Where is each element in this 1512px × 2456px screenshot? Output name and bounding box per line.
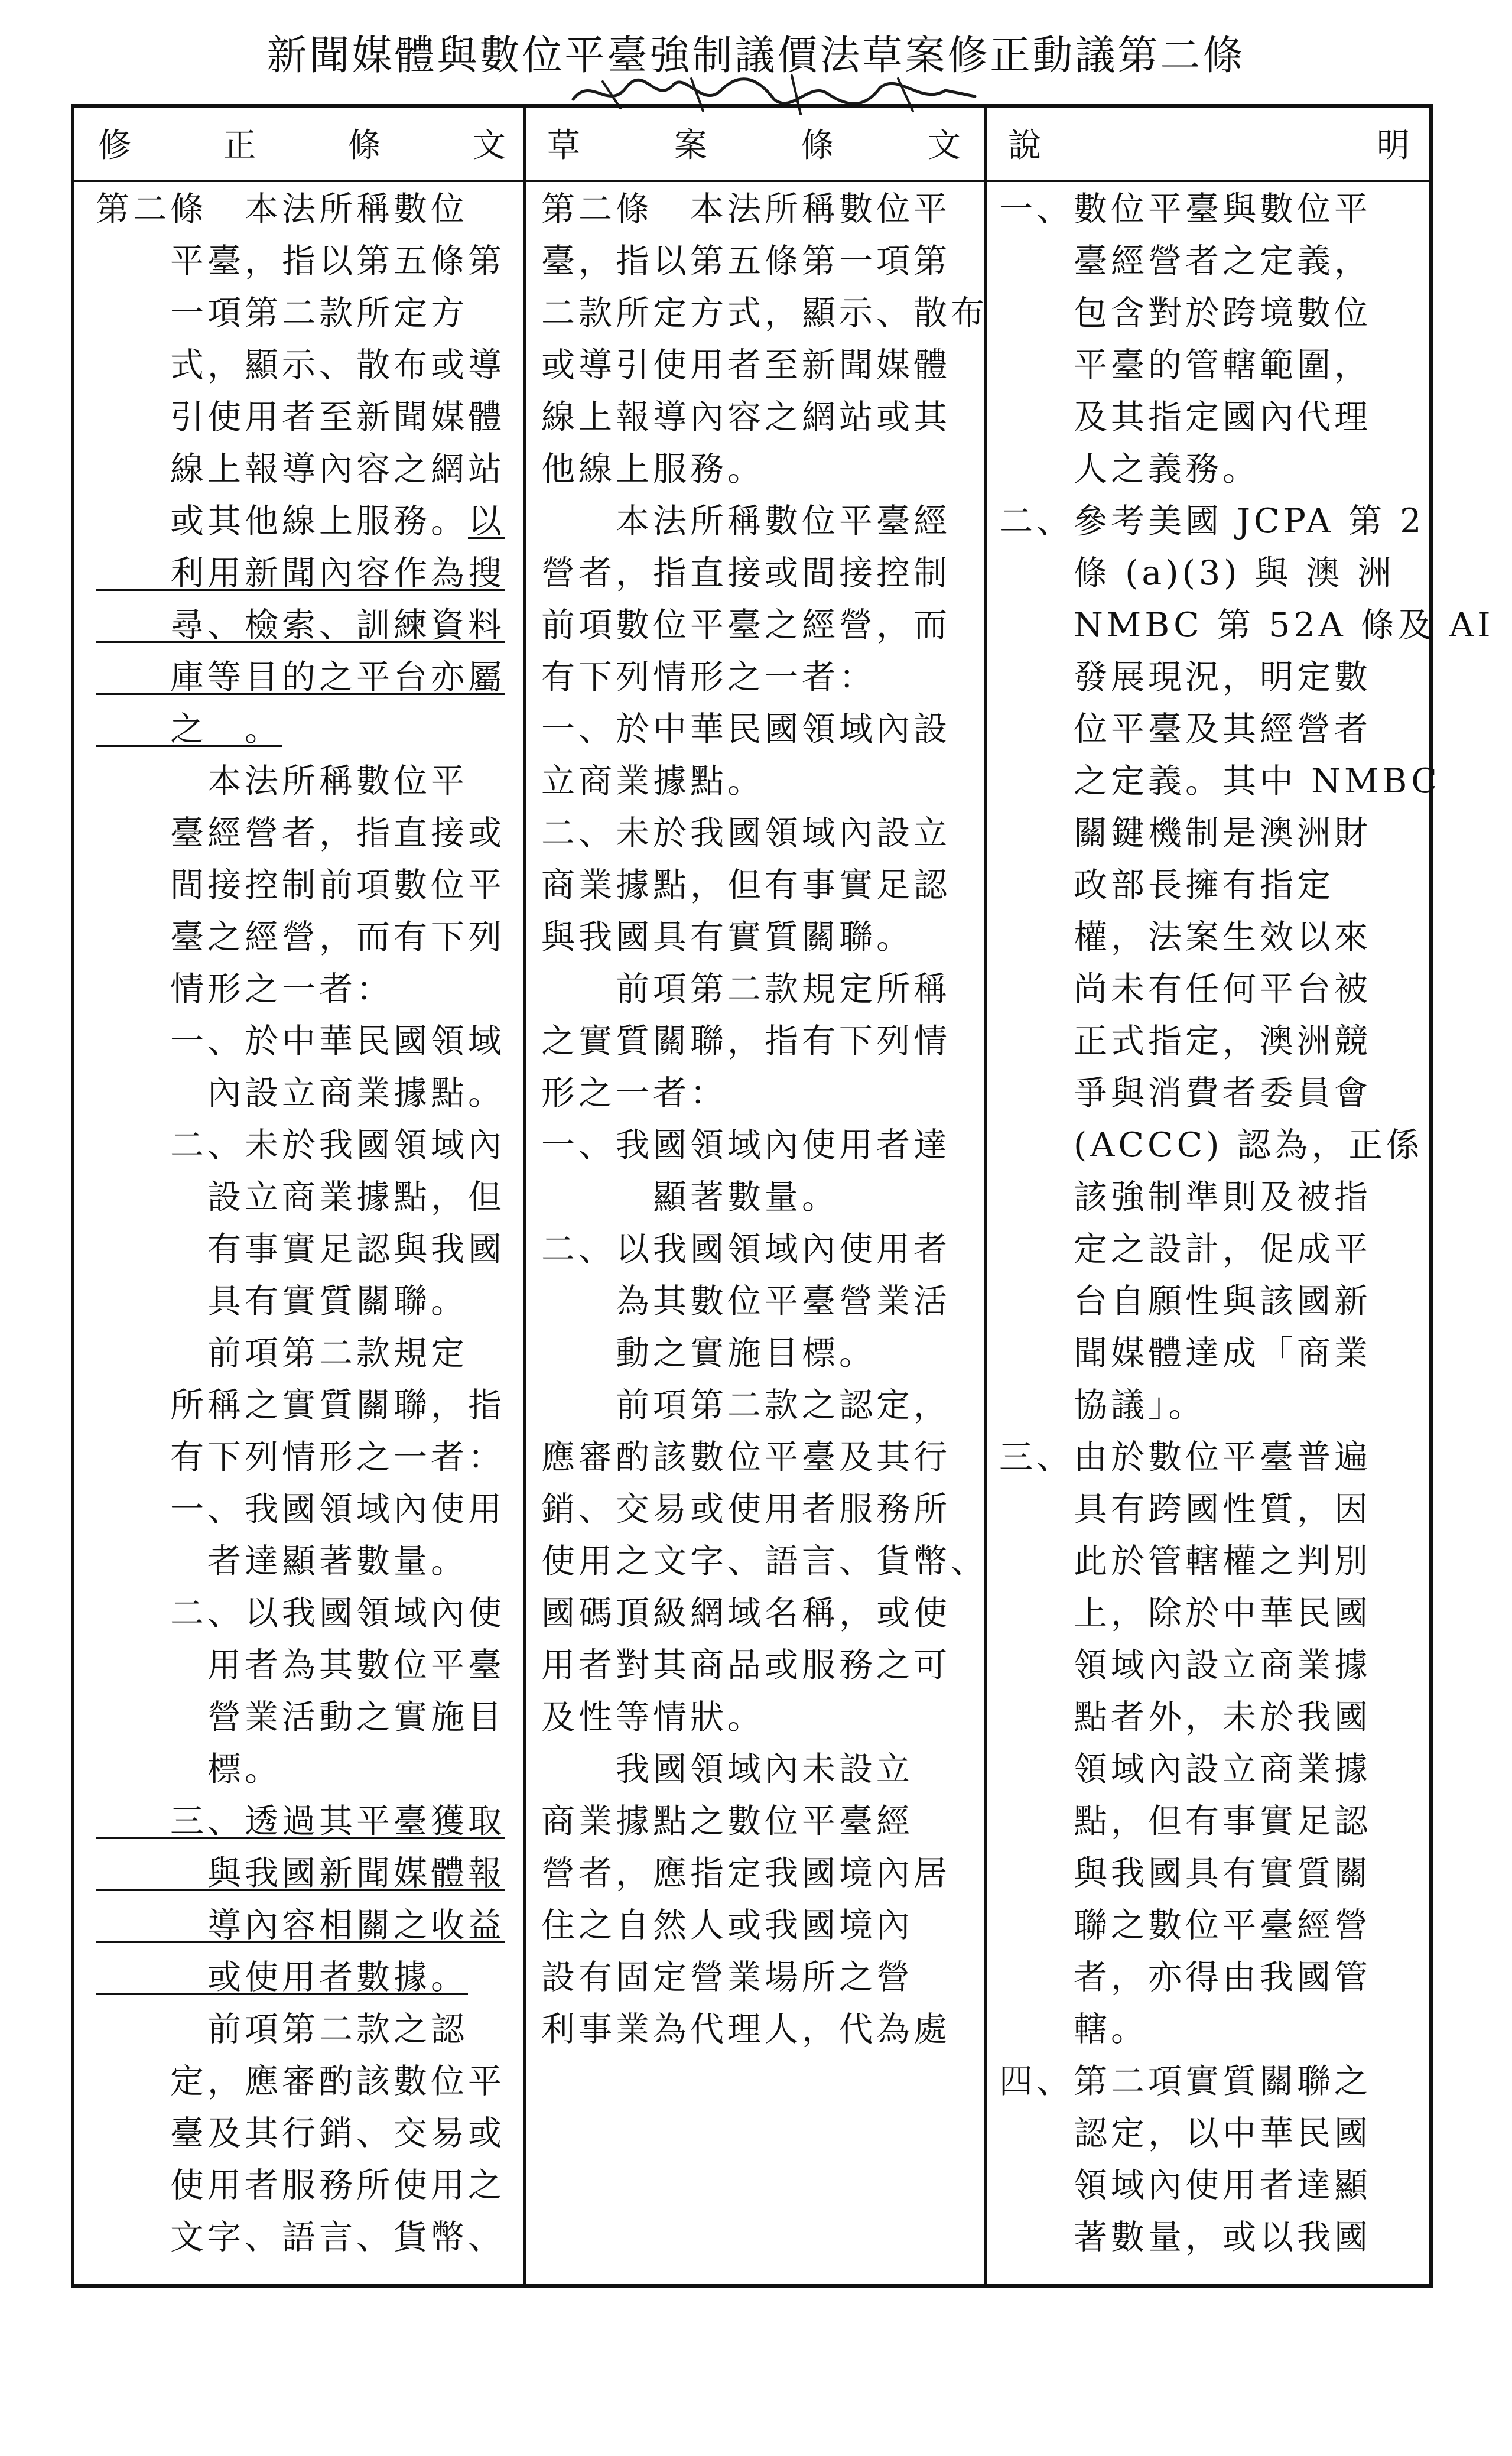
explanation-line: 正式指定，澳洲競 — [999, 1022, 1371, 1061]
amended-line: 第二條 本法所稱數位 — [96, 190, 468, 229]
amended-line: 文字、語言、貨幣、 — [96, 2218, 505, 2257]
explanation-line: 一、數位平臺與數位平 — [999, 190, 1371, 229]
comparison-table — [71, 104, 1494, 2288]
amended-line: 一、我國領域內使用 — [96, 1490, 505, 1529]
explanation-line: 包含對於跨境數位 — [999, 294, 1371, 333]
header-amended-text: 修 正 條 文 — [98, 126, 506, 165]
draft-line: 二、以我國領域內使用者 — [541, 1230, 951, 1269]
amended-line-insertion: 三、透過其平臺獲取 — [96, 1802, 505, 1841]
amended-line: 前項第二款之認 — [96, 2010, 468, 2049]
explanation-line: 尚未有任何平台被 — [999, 970, 1371, 1009]
amended-line: 引使用者至新聞媒體 — [96, 398, 505, 437]
explanation-line: 平臺的管轄範圍， — [999, 346, 1371, 385]
amended-line-insertion: 尋、檢索、訓練資料 — [96, 606, 505, 645]
explanation-line: 三、由於數位平臺普遍 — [999, 1438, 1371, 1477]
draft-line: 二、未於我國領域內設立 — [541, 814, 951, 853]
explanation-line: 二、參考美國 JCPA 第 2 — [999, 502, 1425, 541]
document-title: 新聞媒體與數位平臺強制議價法草案修正動議第二條 — [266, 33, 1246, 79]
amended-line: 二、以我國領域內使 — [96, 1594, 505, 1633]
amended-line: 有下列情形之一者： — [96, 1438, 505, 1477]
draft-line: 前項第二款規定所稱 — [541, 970, 951, 1009]
draft-line: 立商業據點。 — [541, 762, 765, 801]
draft-line: 本法所稱數位平臺經 — [541, 502, 951, 541]
amended-line-insertion: 與我國新聞媒體報 — [96, 1854, 505, 1893]
draft-line: 之實質關聯，指有下列情 — [541, 1022, 951, 1061]
amended-line-insertion: 導內容相關之收益 — [96, 1906, 505, 1945]
explanation-line: 領域內設立商業據 — [999, 1646, 1371, 1685]
amended-line: 營業活動之實施目 — [96, 1698, 505, 1737]
amended-line: 一、於中華民國領域 — [96, 1022, 505, 1061]
amended-text-column — [96, 183, 515, 2284]
draft-line: 設有固定營業場所之營 — [541, 1958, 913, 1997]
draft-line: 商業據點，但有事實足認 — [541, 866, 951, 905]
amended-line: 標。 — [96, 1750, 282, 1789]
amended-line: 式，顯示、散布或導 — [96, 346, 505, 385]
draft-line: 顯著數量。 — [541, 1178, 839, 1217]
draft-line: 國碼頂級網域名稱，或使 — [541, 1594, 951, 1633]
explanation-line: (ACCC) 認為，正係 — [999, 1126, 1423, 1165]
draft-line: 臺，指以第五條第一項第 — [541, 242, 951, 281]
explanation-line: 政部長擁有指定 — [999, 866, 1334, 905]
explanation-line: 點者外，未於我國 — [999, 1698, 1371, 1737]
explanation-line: 人之義務。 — [999, 450, 1260, 489]
header-draft-text: 草 案 條 文 — [547, 126, 961, 165]
explanation-line: 聯之數位平臺經營 — [999, 1906, 1371, 1945]
draft-line: 應審酌該數位平臺及其行 — [541, 1438, 951, 1477]
draft-line: 一、於中華民國領域內設 — [541, 710, 951, 749]
amended-line: 者達顯著數量。 — [96, 1542, 468, 1581]
amended-line: 前項第二款規定 — [96, 1334, 468, 1373]
amended-line-insertion: 之 。 — [96, 710, 282, 749]
header-explanation: 說 明 — [1008, 126, 1410, 165]
explanation-line: 者，亦得由我國管 — [999, 1958, 1371, 1997]
draft-line: 他線上服務。 — [541, 450, 765, 489]
explanation-line: 台自願性與該國新 — [999, 1282, 1371, 1321]
draft-line: 用者對其商品或服務之可 — [541, 1646, 951, 1685]
explanation-line: 點，但有事實足認 — [999, 1802, 1371, 1841]
draft-line: 有下列情形之一者： — [541, 658, 876, 697]
explanation-line: 條 (a)(3) 與 澳 洲 — [999, 554, 1395, 593]
explanation-line: 認定，以中華民國 — [999, 2114, 1371, 2153]
draft-line: 及性等情狀。 — [541, 1698, 765, 1737]
draft-line: 商業據點之數位平臺經 — [541, 1802, 913, 1841]
amended-line: 定，應審酌該數位平 — [96, 2062, 505, 2101]
explanation-column — [999, 183, 1494, 2284]
amended-line: 使用者服務所使用之 — [96, 2166, 505, 2205]
explanation-line: 聞媒體達成「商業 — [999, 1334, 1371, 1373]
explanation-line: 關鍵機制是澳洲財 — [999, 814, 1371, 853]
draft-line: 前項第二款之認定， — [541, 1386, 951, 1425]
draft-line: 形之一者： — [541, 1074, 727, 1113]
amended-line: 用者為其數位平臺 — [96, 1646, 505, 1685]
explanation-line: 定之設計，促成平 — [999, 1230, 1371, 1269]
amended-line-with-insert: 或其他線上服務。以 — [96, 502, 505, 541]
explanation-line: 發展現況，明定數 — [999, 658, 1371, 697]
explanation-line: 上，除於中華民國 — [999, 1594, 1371, 1633]
draft-line: 二款所定方式，顯示、散布 — [541, 294, 988, 333]
explanation-line: 具有跨國性質，因 — [999, 1490, 1371, 1529]
draft-line: 銷、交易或使用者服務所 — [541, 1490, 951, 1529]
draft-line: 或導引使用者至新聞媒體 — [541, 346, 951, 385]
explanation-line: 此於管轄權之判別 — [999, 1542, 1371, 1581]
amended-line: 所稱之實質關聯，指 — [96, 1386, 505, 1425]
amended-line: 一項第二款所定方 — [96, 294, 468, 333]
amended-line: 臺之經營，而有下列 — [96, 918, 505, 957]
draft-line: 前項數位平臺之經營，而 — [541, 606, 951, 645]
draft-text-column — [541, 183, 988, 2284]
amended-line: 線上報導內容之網站 — [96, 450, 505, 489]
explanation-line: 領域內使用者達顯 — [999, 2166, 1371, 2205]
draft-line: 第二條 本法所稱數位平 — [541, 190, 951, 229]
explanation-line: 臺經營者之定義， — [999, 242, 1371, 281]
draft-line: 為其數位平臺營業活 — [541, 1282, 951, 1321]
amended-insertion: 以 — [468, 502, 505, 541]
draft-line: 我國領域內未設立 — [541, 1750, 913, 1789]
explanation-line: 之定義。其中 NMBC — [999, 762, 1441, 801]
explanation-line: 位平臺及其經營者 — [999, 710, 1371, 749]
amended-line: 平臺，指以第五條第 — [96, 242, 505, 281]
draft-line: 營者，應指定我國境內居 — [541, 1854, 951, 1893]
draft-line: 線上報導內容之網站或其 — [541, 398, 951, 437]
amended-line: 二、未於我國領域內 — [96, 1126, 505, 1165]
draft-line: 利事業為代理人，代為處 — [541, 2010, 951, 2049]
amended-line: 情形之一者： — [96, 970, 394, 1009]
explanation-line: NMBC 第 52A 條及 AI — [999, 606, 1494, 645]
draft-line: 住之自然人或我國境內 — [541, 1906, 913, 1945]
amended-line: 內設立商業據點。 — [96, 1074, 505, 1113]
explanation-line: 及其指定國內代理 — [999, 398, 1371, 437]
draft-line: 動之實施目標。 — [541, 1334, 876, 1373]
amended-line: 臺經營者，指直接或 — [96, 814, 505, 853]
draft-line: 一、我國領域內使用者達 — [541, 1126, 951, 1165]
amended-line-insertion: 或使用者數據。 — [96, 1958, 468, 1997]
amended-line: 具有實質關聯。 — [96, 1282, 468, 1321]
explanation-line: 協議」。 — [999, 1386, 1206, 1425]
explanation-line: 領域內設立商業據 — [999, 1750, 1371, 1789]
amended-line-insertion: 庫等目的之平台亦屬 — [96, 658, 505, 697]
explanation-line: 轄。 — [999, 2010, 1148, 2049]
amended-line: 本法所稱數位平 — [96, 762, 468, 801]
explanation-line: 著數量，或以我國 — [999, 2218, 1371, 2257]
amended-line-insertion: 利用新聞內容作為搜 — [96, 554, 505, 593]
draft-line: 與我國具有實質關聯。 — [541, 918, 913, 957]
draft-line: 使用之文字、語言、貨幣、 — [541, 1542, 988, 1581]
draft-line: 營者，指直接或間接控制 — [541, 554, 951, 593]
amended-line: 有事實足認與我國 — [96, 1230, 505, 1269]
explanation-line: 權，法案生效以來 — [999, 918, 1371, 957]
amended-line: 間接控制前項數位平 — [96, 866, 505, 905]
explanation-line: 爭與消費者委員會 — [999, 1074, 1371, 1113]
amended-line: 設立商業據點，但 — [96, 1178, 505, 1217]
explanation-line: 該強制準則及被指 — [999, 1178, 1371, 1217]
amended-line: 臺及其行銷、交易或 — [96, 2114, 505, 2153]
explanation-line: 四、第二項實質關聯之 — [999, 2062, 1371, 2101]
explanation-line: 與我國具有實質關 — [999, 1854, 1371, 1893]
